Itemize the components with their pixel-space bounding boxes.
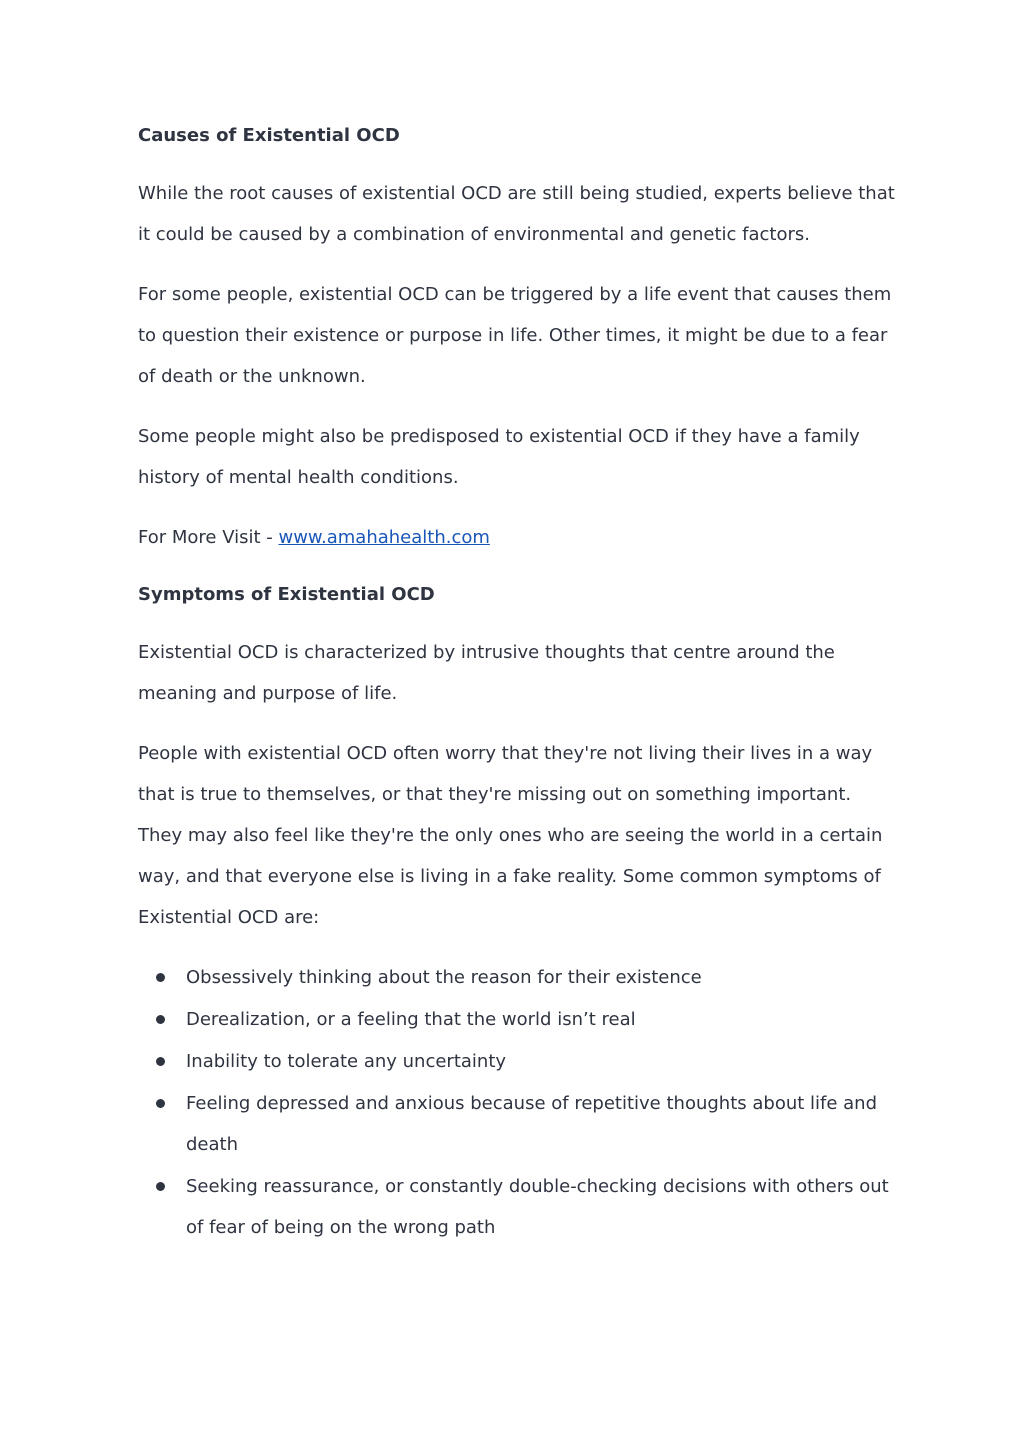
more-visit-line (138, 517, 898, 558)
list-item (138, 999, 898, 1040)
list-item-text: Derealization, or a feeling that the world isn’t real (186, 1009, 636, 1030)
symptoms-list (138, 957, 898, 1248)
more-visit-prefix: For More Visit - (138, 527, 279, 548)
causes-paragraph-3: Some people might also be predisposed to existential OCD if they have a family history of mental health conditions. (138, 426, 860, 488)
list-item (138, 1083, 898, 1165)
list-item (138, 1041, 898, 1082)
list-item-text: Obsessively thinking about the reason for their existence (186, 967, 702, 988)
symptoms-paragraph-2: People with existential OCD often worry that they're not living their lives in a way that is true to themselves, or that they're missing out on something important. They may also feel like they're the only ones who are seeing the world in a certain way, and that everyone else is living in a fake reality. Some common symptoms of Existential OCD are: (138, 743, 883, 928)
bullet-icon (156, 973, 165, 982)
list-item-text: Feeling depressed and anxious because of repetitive thoughts about life and death (186, 1093, 878, 1155)
bullet-icon (156, 1182, 165, 1191)
bullet-icon (156, 1099, 165, 1108)
document-page (138, 118, 898, 1249)
list-item-text: Seeking reassurance, or constantly double-checking decisions with others out of fear of being on the wrong path (186, 1176, 889, 1238)
spacer (138, 558, 898, 577)
bullet-icon (156, 1057, 165, 1066)
spacer (138, 938, 898, 957)
spacer (138, 397, 898, 416)
causes-paragraph-2: For some people, existential OCD can be triggered by a life event that causes them to question their existence or purpose in life. Other times, it might be due to a fear of death or the unknown. (138, 284, 892, 387)
bullet-icon (156, 1015, 165, 1024)
list-item (138, 957, 898, 998)
amaha-health-link[interactable]: www.amahahealth.com (278, 527, 490, 548)
spacer (138, 714, 898, 733)
causes-heading: Causes of Existential OCD (138, 125, 400, 146)
spacer (138, 154, 898, 173)
spacer (138, 255, 898, 274)
symptoms-heading: Symptoms of Existential OCD (138, 584, 435, 605)
list-item (138, 1166, 898, 1248)
spacer (138, 498, 898, 517)
list-item-text: Inability to tolerate any uncertainty (186, 1051, 507, 1072)
spacer (138, 613, 898, 632)
symptoms-paragraph-1: Existential OCD is characterized by intrusive thoughts that centre around the meaning and purpose of life. (138, 642, 835, 704)
causes-paragraph-1: While the root causes of existential OCD are still being studied, experts believe that it could be caused by a combination of environmental and genetic factors. (138, 183, 895, 245)
